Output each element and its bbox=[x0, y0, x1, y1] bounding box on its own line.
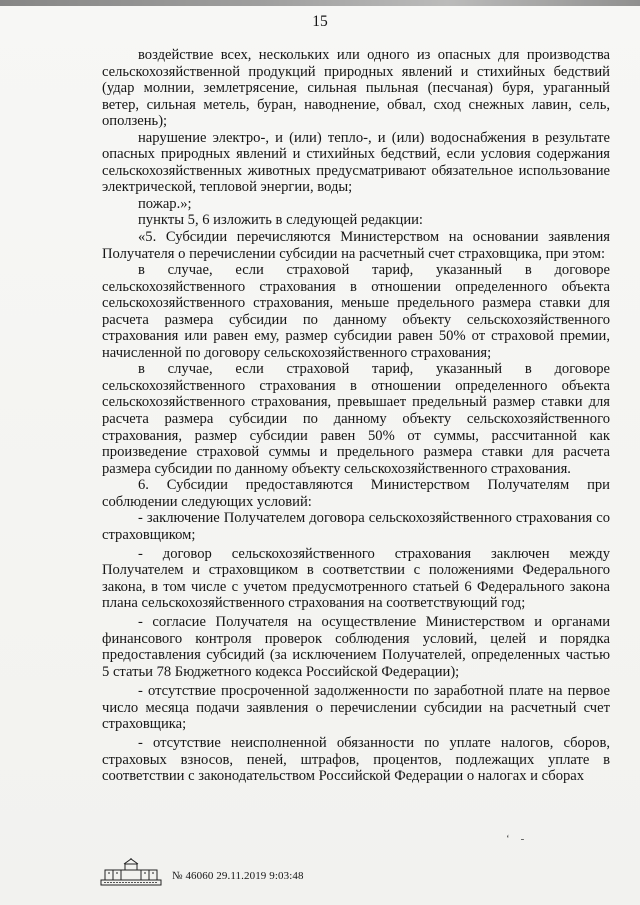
paragraph: в случае, если страховой тариф, указанный в договоре сельскохозяйственного страхования в отношении определенного объекта сельскохозяйственного страхования, меньше предельного размера ставки для расчета размера субсидии по данному объекту сельскохозяйственного страхования или равен ему, размер субсидии равен 50% от страховой премии, начисленной по договору сельскохозяйственного страхования; bbox=[102, 262, 610, 361]
paragraph: - отсутствие просроченной задолженности по заработной плате на первое число месяца подачи заявления о перечислении субсидии на расчетный счет страховщика; bbox=[102, 682, 610, 733]
paragraph: - заключение Получателем договора сельскохозяйственного страхования со страховщиком; bbox=[102, 510, 610, 543]
building-seal-icon bbox=[100, 858, 162, 886]
paragraph: - договор сельскохозяйственного страхования заключен между Получателем и страховщиком в соответствии с положениями Федерального закона, в том числе с учетом предусмотренного статьей 6 Федерального закона плана сельскохозяйственного страхования на соответствующий год; bbox=[102, 545, 610, 612]
page-number: 15 bbox=[312, 13, 328, 30]
paragraph: воздействие всех, нескольких или одного из опасных для производства сельскохозяйственной продукций природных явлений и стихийных бедствий (удар молнии, землетрясение, сильная пыльная (песчаная) буря, ураганный ветер, сильная метель, буран, наводнение, обвал, сход снежных лавин, сель, оползень); bbox=[102, 47, 610, 130]
paragraph: - согласие Получателя на осуществление Министерством и органами финансового контроля проверок соблюдения условий, целей и порядка предоставления субсидий (за исключением Получателей, определенных частью 5 статьи 78 Бюджетного кодекса Российской Федерации); bbox=[102, 614, 610, 681]
paragraph: пожар.»; bbox=[138, 195, 192, 212]
document-id: № 46060 29.11.2019 9:03:48 bbox=[172, 870, 304, 882]
paragraph: - отсутствие неисполненной обязанности по уплате налогов, сборов, страховых взносов, пеней, штрафов, процентов, подлежащих уплате в соответствии с законодательством Российской Федерации о налогах и сборах bbox=[102, 734, 610, 785]
paragraph: «5. Субсидии перечисляются Министерством на основании заявления Получателя о перечислении субсидии на расчетный счет страховщика, при этом: bbox=[102, 229, 610, 262]
paragraph: нарушение электро-, и (или) тепло-, и (или) водоснабжения в результате опасных природных явлений и стихийных бедствий, если условия содержания сельскохозяйственных животных предусматривают обязательное использование электрической, тепловой энергии, воды; bbox=[102, 129, 610, 196]
document-body bbox=[102, 47, 610, 785]
paragraph: 6. Субсидии предоставляются Министерством Получателям при соблюдении следующих условий: bbox=[102, 477, 610, 510]
document-id-value: 46060 29.11.2019 9:03:48 bbox=[185, 870, 304, 882]
scan-edge bbox=[0, 0, 640, 6]
footer bbox=[100, 858, 304, 886]
scan-artifact: ‘ - bbox=[506, 833, 525, 845]
paragraph: в случае, если страховой тариф, указанный в договоре сельскохозяйственного страхования в отношении определенного объекта сельскохозяйственного страхования, превышает предельный размер ставки для расчета размера субсидии по данному объекту сельскохозяйственного страхования, размер субсидии равен 50% от суммы, рассчитанной как произведение страховой суммы и предельного размера ставки для расчета размера субсидии по данному объекту сельскохозяйственного страхования. bbox=[102, 361, 610, 477]
paragraph: пункты 5, 6 изложить в следующей редакции: bbox=[138, 212, 423, 229]
